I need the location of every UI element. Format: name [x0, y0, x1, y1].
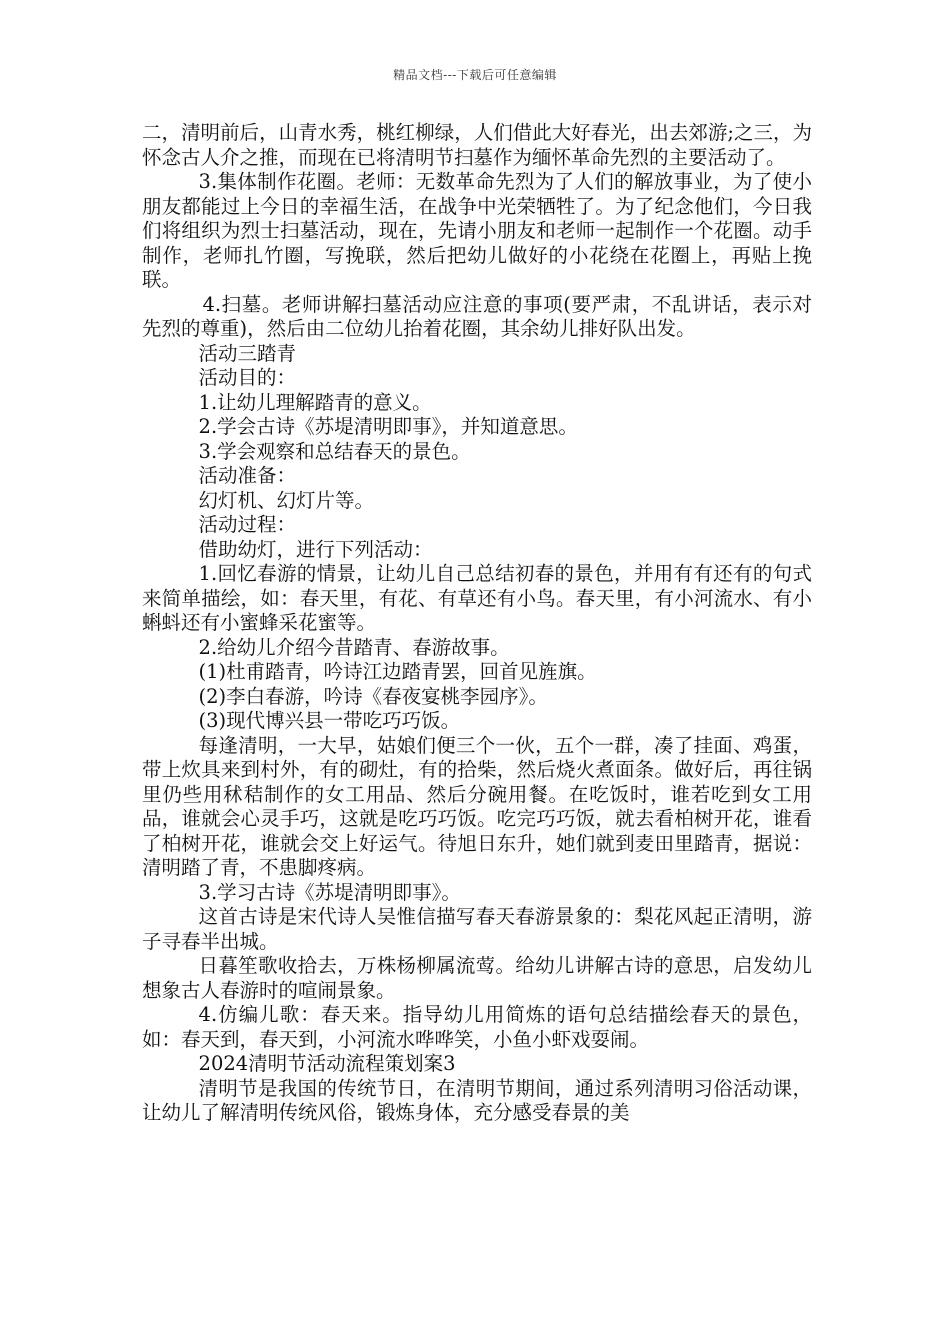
paragraph: 二，清明前后，山青水秀，桃红柳绿，人们借此大好春光，出去郊游;之三，为怀念古人介之推，而现在已将清明节扫墓作为缅怀革命先烈的主要活动了。 — [142, 121, 812, 169]
list-item: (3)现代博兴县一带吃巧巧饭。 — [198, 709, 461, 732]
paragraph: 日暮笙歌收拾去，万株杨柳属流莺。给幼儿讲解古诗的意思，启发幼儿想象古人春游时的喧闹景象。 — [142, 954, 812, 1002]
paragraph: 幻灯机、幻灯片等。 — [198, 488, 375, 512]
list-item: 1.让幼儿理解踏青的意义。 — [198, 390, 432, 414]
paragraph: 3.集体制作花圈。老师：无数革命先烈为了人们的解放事业，为了使小朋友都能过上今日的幸福生活，在战争中光荣牺牲了。为了纪念他们，今日我们将组织为烈士扫墓活动，现在，先请小朋友和老师一起制作一个花圈。动手制作，老师扎竹圈，写挽联，然后把幼儿做好的小花绕在花圈上，再贴上挽联。 — [142, 170, 812, 291]
list-item: (2)李白春游，吟诗《春夜宴桃李园序》。 — [198, 684, 548, 708]
paragraph: 4.扫墓。老师讲解扫墓活动应注意的事项(要严肃，不乱讲话，表示对先烈的尊重)，然后由二位幼儿抬着花圈，其余幼儿排好队出发。 — [142, 292, 812, 340]
paragraph: 这首古诗是宋代诗人吴惟信描写春天春游景象的：梨花风起正清明，游子寻春半出城。 — [142, 905, 812, 953]
section-heading: 2024清明节活动流程策划案3 — [198, 1052, 456, 1075]
paragraph: 清明节是我国的传统节日，在清明节期间，通过系列清明习俗活动课，让幼儿了解清明传统风俗，锻炼身体，充分感受春景的美 — [142, 1076, 812, 1124]
section-heading: 活动三踏青 — [198, 341, 297, 365]
list-item: 3.学会观察和总结春天的景色。 — [198, 439, 471, 463]
paragraph: 活动目的： — [198, 366, 297, 389]
paragraph: 活动准备： — [198, 464, 297, 487]
list-item: 1.回忆春游的情景，让幼儿自己总结初春的景色，并用有有还有的句式来简单描绘，如：春天里，有花、有草还有小鸟。春天里，有小河流水、有小蝌蚪还有小蜜蜂采花蜜等。 — [142, 562, 812, 634]
list-item: 2.学会古诗《苏堤清明即事》，并知道意思。 — [198, 415, 578, 438]
list-item: 2.给幼儿介绍今昔踏青、春游故事。 — [198, 635, 510, 659]
list-item: 4.仿编儿歌：春天来。指导幼儿用简炼的语句总结描绘春天的景色，如：春天到，春天到，小河流水哗哗笑，小鱼小虾戏耍闹。 — [142, 1003, 812, 1051]
list-item: (1)杜甫踏青，吟诗江边踏青罢，回首见旌旗。 — [198, 660, 597, 683]
paragraph: 借助幼灯，进行下列活动： — [198, 537, 433, 561]
paragraph: 活动过程： — [198, 513, 297, 536]
paragraph: 每逢清明，一大早，姑娘们便三个一伙，五个一群，凑了挂面、鸡蛋，带上炊具来到村外，有的砌灶，有的拾柴，然后烧火煮面条。做好后，再往锅里仍些用秫秸制作的女工用品、然后分碗用餐。在吃饭时，谁若吃到女工用品，谁就会心灵手巧，这就是吃巧巧饭。吃完巧巧饭，就去看柏树开花，谁看了柏树开花，谁就会交上好运气。待旭日东升，她们就到麦田里踏青，据说：清明踏了青，不患脚疼病。 — [142, 733, 812, 879]
page-header: 精品文档---下载后可任意编辑 — [393, 68, 557, 82]
list-item: 3.学习古诗《苏堤清明即事》。 — [198, 880, 461, 904]
document-body — [142, 121, 812, 1126]
